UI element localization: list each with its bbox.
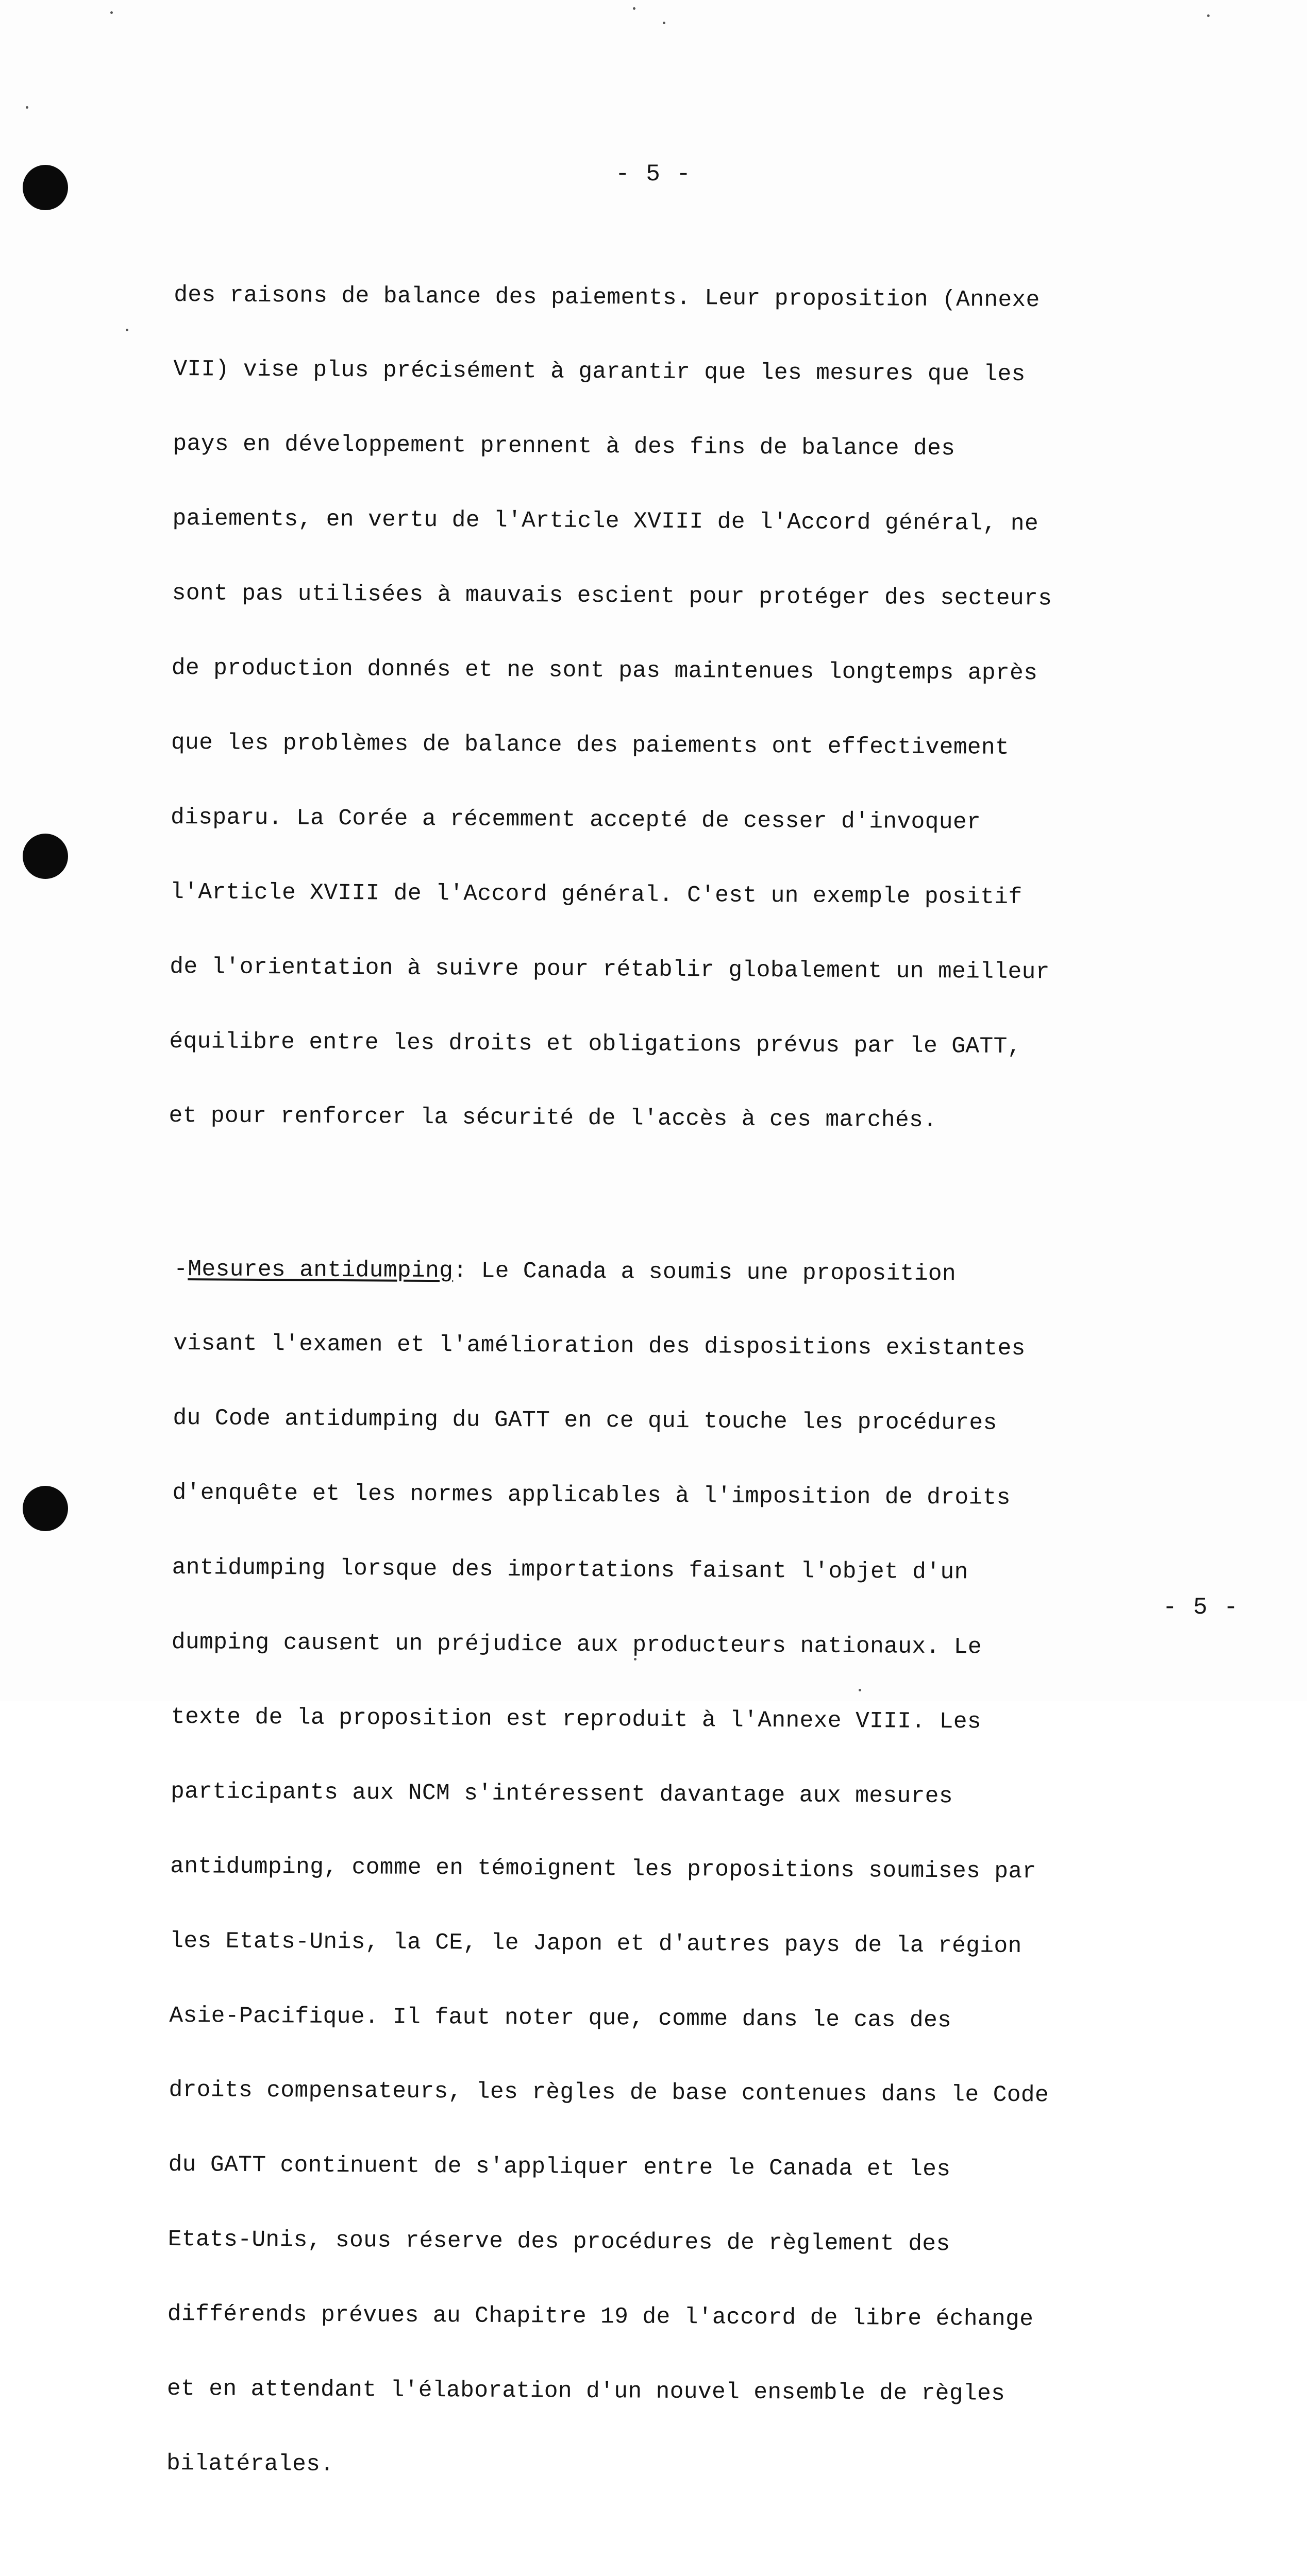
- text-line: de l'orientation à suivre pour rétablir globalement un meilleur: [170, 954, 1050, 986]
- punch-hole-bottom: [23, 1486, 68, 1531]
- text-line: participants aux NCM s'intéressent davantage aux mesures: [170, 1779, 953, 1810]
- punch-hole-middle: [23, 834, 68, 879]
- text-line: du Code antidumping du GATT en ce qui touche les procédures: [173, 1405, 997, 1437]
- text-line: des raisons de balance des paiements. Leur proposition (Annexe: [174, 282, 1040, 313]
- scan-speck: [26, 106, 28, 109]
- text-line: VII) vise plus précisément à garantir que les mesures que les: [173, 357, 1026, 388]
- scan-speck: [633, 7, 635, 10]
- lead-suffix: : Le Canada a soumis une proposition: [453, 1258, 957, 1287]
- lead-prefix: -: [174, 1256, 188, 1283]
- text-line: d'enquête et les normes applicables à l'imposition de droits: [172, 1480, 1011, 1512]
- text-line: les Etats-Unis, la CE, le Japon et d'autres pays de la région: [170, 1928, 1022, 1959]
- text-line: du GATT continuent de s'appliquer entre le Canada et les: [168, 2152, 951, 2183]
- text-line: dumping causent un préjudice aux producteurs nationaux. Le: [171, 1630, 982, 1660]
- text-line: disparu. La Corée a récemment accepté de cesser d'invoquer: [170, 804, 981, 836]
- scan-speck: [1207, 14, 1210, 17]
- section-heading-antidumping: Mesures antidumping: [188, 1257, 454, 1284]
- text-line: pays en développement prennent à des fins de balance des: [173, 431, 956, 462]
- text-line: visant l'examen et l'amélioration des dispositions existantes: [173, 1331, 1026, 1362]
- body-text: [166, 233, 1164, 2576]
- page-number-top: - 5 -: [615, 161, 692, 188]
- text-line: antidumping lorsque des importations faisant l'objet d'un: [172, 1555, 968, 1586]
- text-line: [174, 1257, 1163, 1288]
- text-line: équilibre entre les droits et obligations prévus par le GATT,: [169, 1028, 1021, 1060]
- text-line: de production donnés et ne sont pas maintenues longtemps après: [171, 655, 1038, 687]
- page-number-bottom: - 5 -: [1162, 1594, 1239, 1621]
- text-line: que les problèmes de balance des paiements ont effectivement: [171, 730, 1010, 761]
- text-line: Asie-Pacifique. Il faut noter que, comme dans le cas des: [169, 2003, 952, 2034]
- text-line: sont pas utilisées à mauvais escient pour protéger des secteurs: [172, 581, 1052, 612]
- scan-speck: [663, 22, 665, 24]
- text-line: et en attendant l'élaboration d'un nouvel ensemble de règles: [166, 2376, 1006, 2408]
- paragraph-antidumping: [166, 1207, 1164, 2532]
- scan-speck: [110, 11, 113, 14]
- text-line: antidumping, comme en témoignent les propositions soumises par: [170, 1853, 1036, 1885]
- paragraph-balance-payments: [169, 233, 1164, 1184]
- text-line: droits compensateurs, les règles de base contenues dans le Code: [169, 2077, 1049, 2109]
- scan-speck: [126, 329, 128, 331]
- text-line: paiements, en vertu de l'Article XVIII de l'Accord général, ne: [172, 506, 1039, 537]
- text-line: différends prévues au Chapitre 19 de l'accord de libre échange: [167, 2301, 1034, 2333]
- paragraph-9-subsidies: [169, 2555, 1164, 2576]
- text-line: et pour renforcer la sécurité de l'accès à ces marchés.: [169, 1103, 937, 1134]
- text-line: l'Article XVIII de l'Accord général. C'est un exemple positif: [170, 879, 1023, 910]
- text-line: bilatérales.: [166, 2451, 334, 2478]
- text-line: Etats-Unis, sous réserve des procédures de règlement des: [167, 2227, 950, 2258]
- text-line: texte de la proposition est reproduit à l'Annexe VIII. Les: [171, 1704, 982, 1735]
